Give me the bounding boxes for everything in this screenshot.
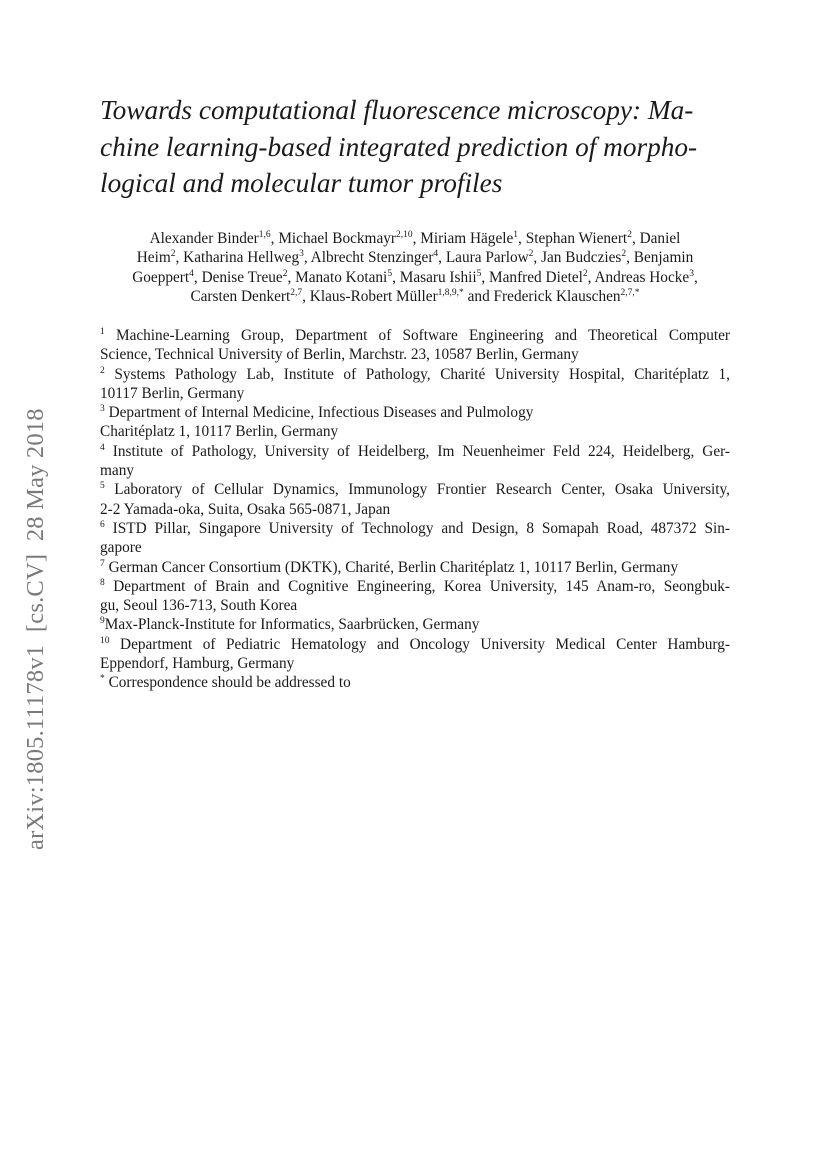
author-line: Carsten Denkert$^{2,7}$, Klaus-Robert Müller$^{1,8,9,*}$ and Frederick Klauschen$^{2,7,*}$ (190, 287, 640, 305)
author: Denise Treue$^2$ (201, 268, 288, 286)
arxiv-category: [cs.CV] (22, 553, 49, 633)
title-line: chine learning-based integrated prediction of morpho- (100, 131, 698, 162)
author: Stephan Wienert$^2$ (525, 230, 632, 247)
affiliation-marker: 7 (100, 558, 105, 569)
author: Manfred Dietel$^2$ (489, 268, 588, 286)
correspondence-marker: * (100, 674, 105, 685)
author: Klaus-Robert Müller$^{1,8,9,*}$ (309, 287, 464, 305)
affiliation: $^2$ Systems Pathology Lab, Institute of Pathology, Charité University Hospital, Charitéplatz 1, 10117 Berlin, Germany (100, 365, 731, 402)
author: Carsten Denkert$^{2,7}$ (190, 287, 303, 305)
correspondence-note: * Correspondence should be addressed to (100, 674, 351, 692)
affiliation-marker: 6 (100, 519, 105, 530)
affiliation-marker: 10 (100, 635, 110, 646)
author-line: Goeppert$^4$, Denise Treue$^2$, Manato Kotani$^5$, Masaru Ishii$^5$, Manfred Dietel$^2$, Andreas Hocke$^3$, (132, 268, 698, 286)
author-list (100, 229, 730, 306)
arxiv-identifier-stamp (22, 408, 50, 850)
arxiv-id: arXiv:1805.11178v1 (22, 644, 49, 850)
arxiv-date: 28 May 2018 (22, 408, 49, 542)
author-connector: and (467, 287, 490, 305)
title-line: logical and molecular tumor profiles (100, 168, 503, 198)
affiliation-marker: 4 (100, 442, 105, 453)
author: Laura Parlow$^2$ (445, 249, 534, 267)
author: Alexander Binder$^{1,6}$ (149, 230, 271, 247)
author-first-name-fragment: Benjamin (633, 249, 694, 267)
affiliation-marker: 9 (100, 616, 105, 627)
author: Katharina Hellweg$^3$ (183, 249, 304, 267)
affiliation: $^{10}$ Department of Pediatric Hematology and Oncology University Medical Center Hamburg- Eppendorf, Hamburg, Germany (100, 635, 730, 673)
author-line: Alexander Binder$^{1,6}$, Michael Bockmayr$^{2,10}$, Miriam Hägele$^1$, Stephan Wienert$^2$, Daniel (149, 230, 681, 247)
affiliation-marker: 8 (100, 577, 105, 588)
author: Andreas Hocke$^3$ (594, 268, 694, 286)
author: Heim$^2$ (136, 249, 176, 267)
author: Goeppert$^4$ (132, 268, 194, 286)
affiliation: $^7$ German Cancer Consortium (DKTK), Charité, Berlin Charitéplatz 1, 10117 Berlin, Germany (100, 558, 679, 576)
affiliation-marker: 1 (100, 327, 105, 337)
affiliation: $^3$ Department of Internal Medicine, Infectious Diseases and Pulmology Charitéplatz 1, 10117 Berlin, Germany (100, 404, 534, 441)
affiliation: $^5$ Laboratory of Cellular Dynamics, Immunology Frontier Research Center, Osaka University, 2-2 Yamada-oka, Suita, Osaka 565-0871, Japan (100, 481, 730, 518)
affiliation: $^8$ Department of Brain and Cognitive Engineering, Korea University, 145 Anam-ro, Seongbuk- gu, Seoul 136-713, South Korea (100, 577, 730, 615)
affiliation: $^1$ Machine-Learning Group, Department of Software Engineering and Theoretical Computer Science, Technical University of Berlin, Marchstr. 23, 10587 Berlin, Germany (100, 327, 730, 364)
author-line: Heim$^2$, Katharina Hellweg$^3$, Albrecht Stenzinger$^4$, Laura Parlow$^2$, Jan Budczies$^2$, Benjamin (136, 249, 694, 267)
affiliation-list (100, 326, 730, 693)
affiliation-marker: 3 (100, 404, 105, 415)
affiliation-marker: 5 (100, 481, 105, 492)
author: Miriam Hägele$^1$ (420, 230, 519, 247)
affiliation: $^9$Max-Planck-Institute for Informatics, Saarbrücken, Germany (100, 616, 480, 634)
author: Albrecht Stenzinger$^4$ (310, 249, 439, 267)
author: Michael Bockmayr$^{2,10}$ (278, 230, 413, 247)
affiliation-marker: 2 (100, 365, 105, 376)
affiliation: $^4$ Institute of Pathology, University of Heidelberg, Im Neuenheimer Feld 224, Heidelberg, Ger- many (100, 442, 730, 480)
affiliation: $^6$ ISTD Pillar, Singapore University of Technology and Design, 8 Somapah Road, 487372 Sin- gapore (100, 519, 730, 557)
author-first-name-fragment: Daniel (639, 230, 681, 247)
author: Jan Budczies$^2$ (541, 249, 627, 267)
author: Frederick Klauschen$^{2,7,*}$ (493, 287, 640, 305)
author: Manato Kotani$^5$ (295, 268, 393, 286)
paper-title (100, 92, 730, 202)
author: Masaru Ishii$^5$ (399, 268, 482, 286)
title-line: Towards computational fluorescence microscopy: Ma- (100, 95, 694, 125)
